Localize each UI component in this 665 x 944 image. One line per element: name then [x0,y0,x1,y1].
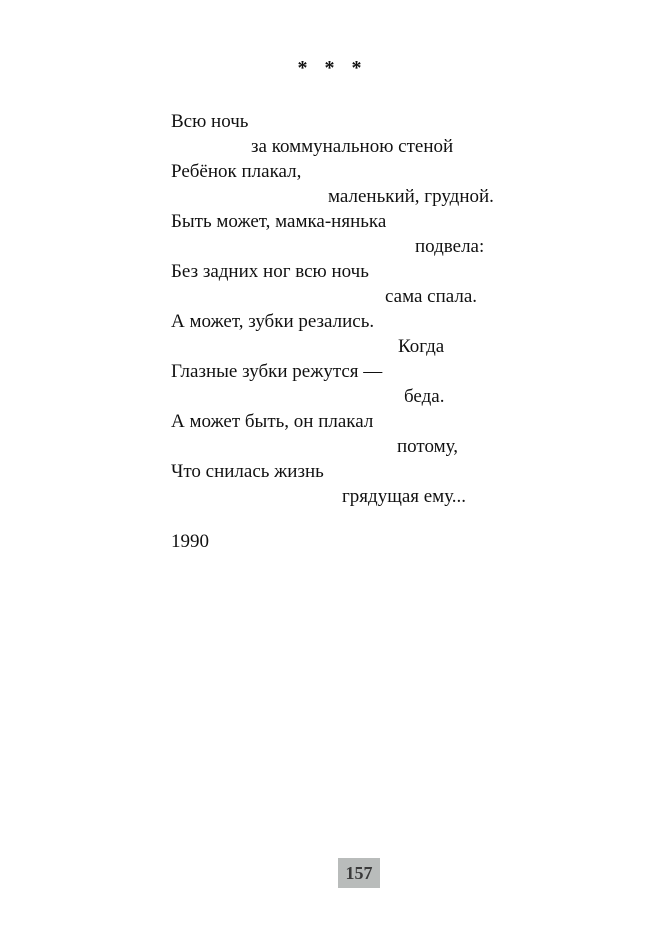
section-separator: * * * [297,57,368,79]
poem-line-8: сама спала. [385,286,478,307]
poem-line-2: за коммунальною стеной [251,136,454,157]
poem-line-1: Всю ночь [171,111,249,132]
poem-line-9: А может, зубки резались. [171,311,375,332]
poem-line-5: Быть может, мамка-нянька [171,211,387,232]
poem-year: 1990 [171,531,209,552]
poem-line-4: маленький, грудной. [328,186,494,207]
poem-line-6: подвела: [415,236,485,257]
poem-line-10: Когда [398,336,445,357]
poem-line-15: Что снилась жизнь [171,461,324,482]
poem-line-14: потому, [397,436,458,457]
poem-line-16: грядущая ему... [342,486,467,507]
poem-line-11: Глазные зубки режутся — [171,361,383,382]
page-number: 157 [338,858,380,888]
poem-line-12: беда. [404,386,445,407]
poem-line-3: Ребёнок плакал, [171,161,302,182]
poem-line-7: Без задних ног всю ночь [171,261,369,282]
poem-line-13: А может быть, он плакал [171,411,374,432]
